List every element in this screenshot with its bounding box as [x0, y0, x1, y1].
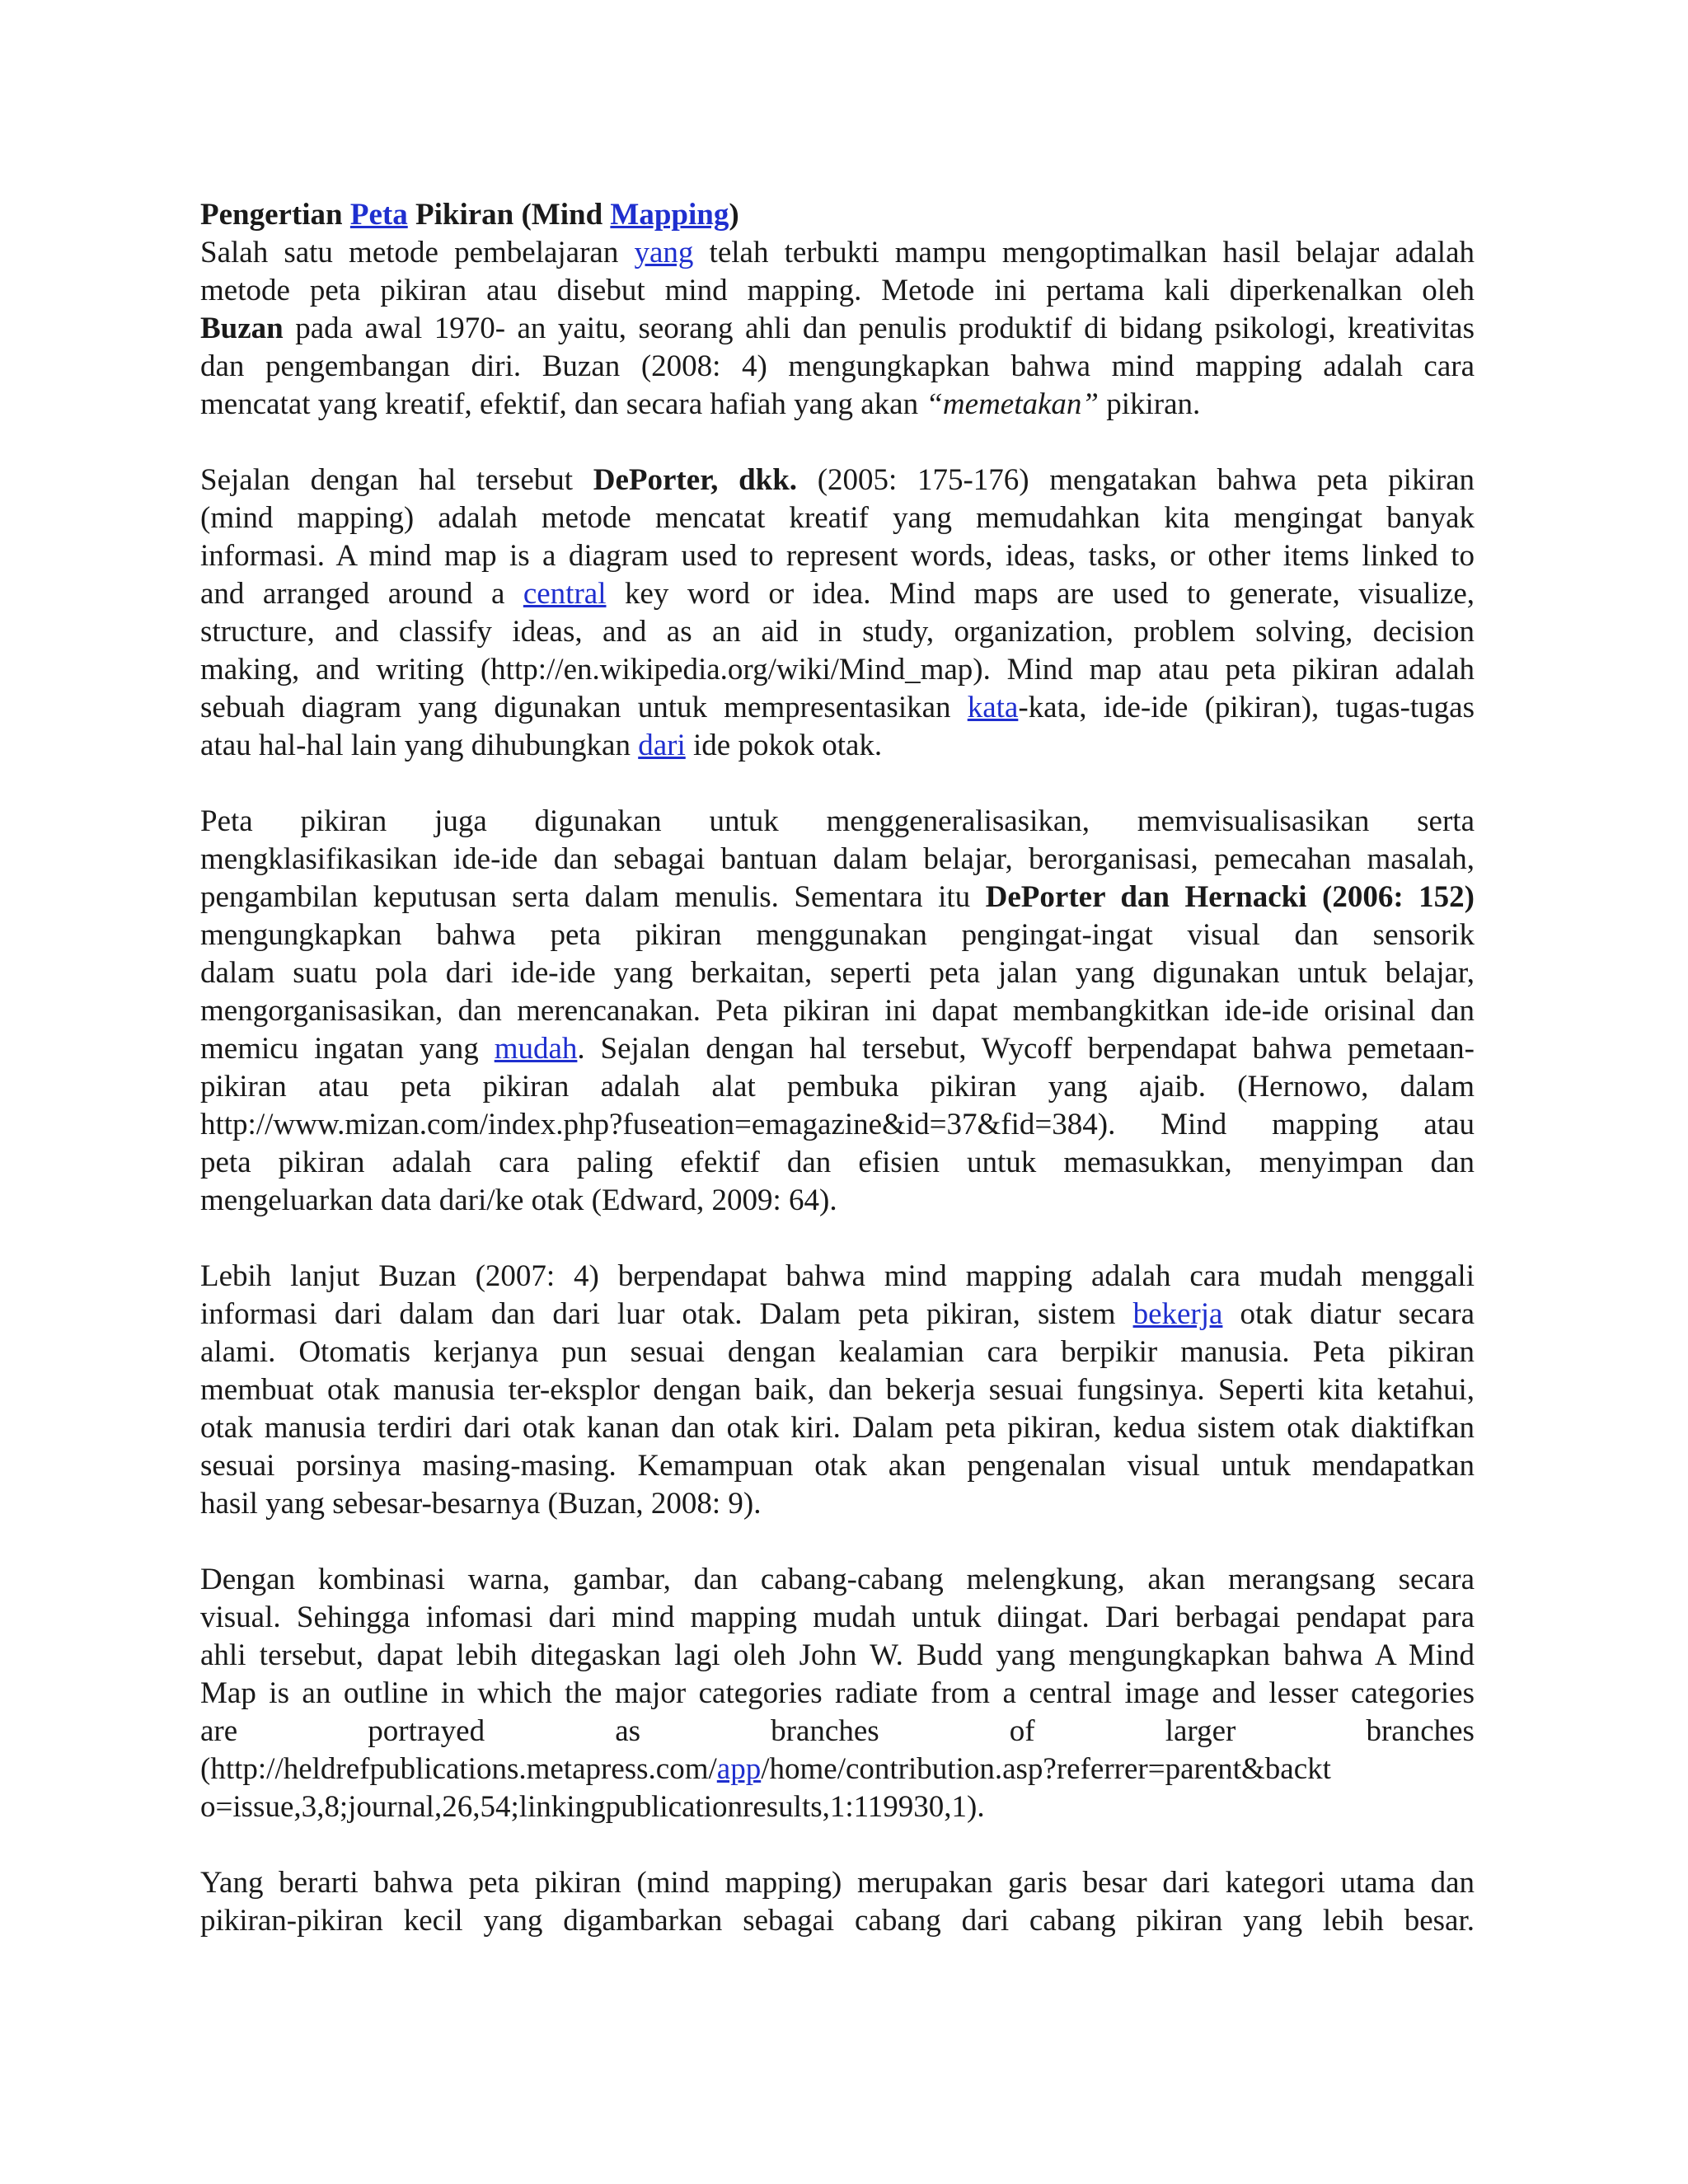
link-dari[interactable]: dari	[638, 729, 686, 762]
paragraph-6	[200, 1864, 1475, 1940]
text-line: Yang berarti bahwa peta pikiran (mind mapping) merupakan garis besar dari kategori utama dan	[200, 1866, 1475, 1900]
text-line: dalam suatu pola dari ide-ide yang berkaitan, seperti peta jalan yang digunakan untuk belajar,	[200, 956, 1475, 990]
text-line: mengeluarkan data dari/ke otak (Edward, 2009: 64).	[200, 1183, 837, 1217]
text-line: metode peta pikiran atau disebut mind mapping. Metode ini pertama kali diperkenalkan oleh	[200, 274, 1475, 307]
text-line: pikiran-pikiran kecil yang digambarkan sebagai cabang dari cabang pikiran yang lebih besar.	[200, 1904, 1475, 1938]
text-line: informasi. A mind map is a diagram used to represent words, ideas, tasks, or other items linked to	[200, 539, 1475, 573]
text-line: making, and writing (http://en.wikipedia.org/wiki/Mind_map). Mind map atau peta pikiran adalah	[200, 653, 1475, 687]
text-line: (http://heldrefpublications.metapress.com/app/home/contribution.asp?referrer=parent&backt	[200, 1752, 1331, 1786]
text-line: atau hal-hal lain yang dihubungkan dari ide pokok otak.	[200, 729, 883, 762]
document-title: Pengertian Peta Pikiran (Mind Mapping)	[200, 198, 739, 232]
italic-quote: “memetakan”	[926, 387, 1099, 421]
link-yang[interactable]: yang	[634, 236, 694, 269]
text-line: dan pengembangan diri. Buzan (2008: 4) mengungkapkan bahwa mind mapping adalah cara	[200, 349, 1475, 383]
text-line: sesuai porsinya masing-masing. Kemampuan otak akan pengenalan visual untuk mendapatkan	[200, 1449, 1475, 1483]
link-kata[interactable]: kata	[967, 691, 1019, 724]
text-line: mengklasifikasikan ide-ide dan sebagai bantuan dalam belajar, berorganisasi, pemecahan masalah,	[200, 842, 1475, 876]
text-line: informasi dari dalam dan dari luar otak. Dalam peta pikiran, sistem bekerja otak diatur secara	[200, 1297, 1475, 1331]
text-line: pengambilan keputusan serta dalam menulis. Sementara itu DePorter dan Hernacki (2006: 152)	[200, 880, 1475, 914]
text-line: pikiran atau peta pikiran adalah alat pembuka pikiran yang ajaib. (Hernowo, dalam	[200, 1070, 1475, 1104]
bold-author: Buzan	[200, 312, 284, 345]
text-line: Map is an outline in which the major categories radiate from a central image and lesser categories	[200, 1676, 1475, 1710]
text-line: Lebih lanjut Buzan (2007: 4) berpendapat bahwa mind mapping adalah cara mudah menggali	[200, 1259, 1475, 1293]
bold-author: DePorter dan Hernacki (2006: 152)	[985, 880, 1475, 914]
text-line: memicu ingatan yang mudah. Sejalan dengan hal tersebut, Wycoff berpendapat bahwa pemetaan-	[200, 1032, 1475, 1066]
paragraph-5	[200, 1561, 1475, 1826]
text-line: hasil yang sebesar-besarnya (Buzan, 2008: 9).	[200, 1487, 762, 1521]
link-bekerja[interactable]: bekerja	[1132, 1297, 1223, 1331]
text-line: mengorganisasikan, dan merencanakan. Peta pikiran ini dapat membangkitkan ide-ide orisinal dan	[200, 994, 1475, 1028]
text-line: structure, and classify ideas, and as an aid in study, organization, problem solving, decision	[200, 615, 1475, 649]
text-line: Salah satu metode pembelajaran yang telah terbukti mampu mengoptimalkan hasil belajar adalah	[200, 236, 1475, 269]
text-line: peta pikiran adalah cara paling efektif dan efisien untuk memasukkan, menyimpan dan	[200, 1146, 1475, 1179]
link-mapping[interactable]: Mapping	[610, 198, 729, 232]
text-line: otak manusia terdiri dari otak kanan dan otak kiri. Dalam peta pikiran, kedua sistem otak diaktifkan	[200, 1411, 1475, 1445]
text-line: Peta pikiran juga digunakan untuk menggeneralisasikan, memvisualisasikan serta	[200, 804, 1475, 838]
text-line: (mind mapping) adalah metode mencatat kreatif yang memudahkan kita mengingat banyak	[200, 501, 1475, 535]
text-line: Buzan pada awal 1970- an yaitu, seorang ahli dan penulis produktif di bidang psikologi, kreativitas	[200, 312, 1475, 345]
text-line: sebuah diagram yang digunakan untuk mempresentasikan kata-kata, ide-ide (pikiran), tugas-tugas	[200, 691, 1475, 724]
text-line: o=issue,3,8;journal,26,54;linkingpublicationresults,1:119930,1).	[200, 1790, 985, 1824]
text-line: alami. Otomatis kerjanya pun sesuai dengan kealamian cara berpikir manusia. Peta pikiran	[200, 1335, 1475, 1369]
paragraph-2	[200, 462, 1475, 765]
link-central[interactable]: central	[523, 577, 607, 611]
bold-author: DePorter, dkk.	[593, 463, 798, 497]
text-line: mengungkapkan bahwa peta pikiran menggunakan pengingat-ingat visual dan sensorik	[200, 918, 1475, 952]
text-line: Sejalan dengan hal tersebut DePorter, dkk. (2005: 175-176) mengatakan bahwa peta pikiran	[200, 463, 1475, 497]
text-line: ahli tersebut, dapat lebih ditegaskan lagi oleh John W. Budd yang mengungkapkan bahwa A Mind	[200, 1638, 1475, 1672]
link-app[interactable]: app	[716, 1752, 762, 1786]
text-line: visual. Sehingga infomasi dari mind mapping mudah untuk diingat. Dari berbagai pendapat para	[200, 1601, 1475, 1634]
text-line: are portrayed as branches of larger branches	[200, 1714, 1475, 1748]
text-line: mencatat yang kreatif, efektif, dan secara hafiah yang akan “memetakan” pikiran.	[200, 387, 1201, 421]
paragraph-4	[200, 1258, 1475, 1523]
paragraph-1	[200, 196, 1475, 424]
paragraph-3	[200, 803, 1475, 1220]
text-line: and arranged around a central key word or idea. Mind maps are used to generate, visualize,	[200, 577, 1475, 611]
link-peta[interactable]: Peta	[349, 198, 408, 232]
link-mudah[interactable]: mudah	[494, 1032, 578, 1066]
text-line: http://www.mizan.com/index.php?fuseation=emagazine&id=37&fid=384). Mind mapping atau	[200, 1108, 1475, 1141]
text-line: membuat otak manusia ter-eksplor dengan baik, dan bekerja sesuai fungsinya. Seperti kita ketahui,	[200, 1373, 1475, 1407]
text-line: Dengan kombinasi warna, gambar, dan cabang-cabang melengkung, akan merangsang secara	[200, 1563, 1475, 1596]
document-page	[200, 196, 1475, 1940]
